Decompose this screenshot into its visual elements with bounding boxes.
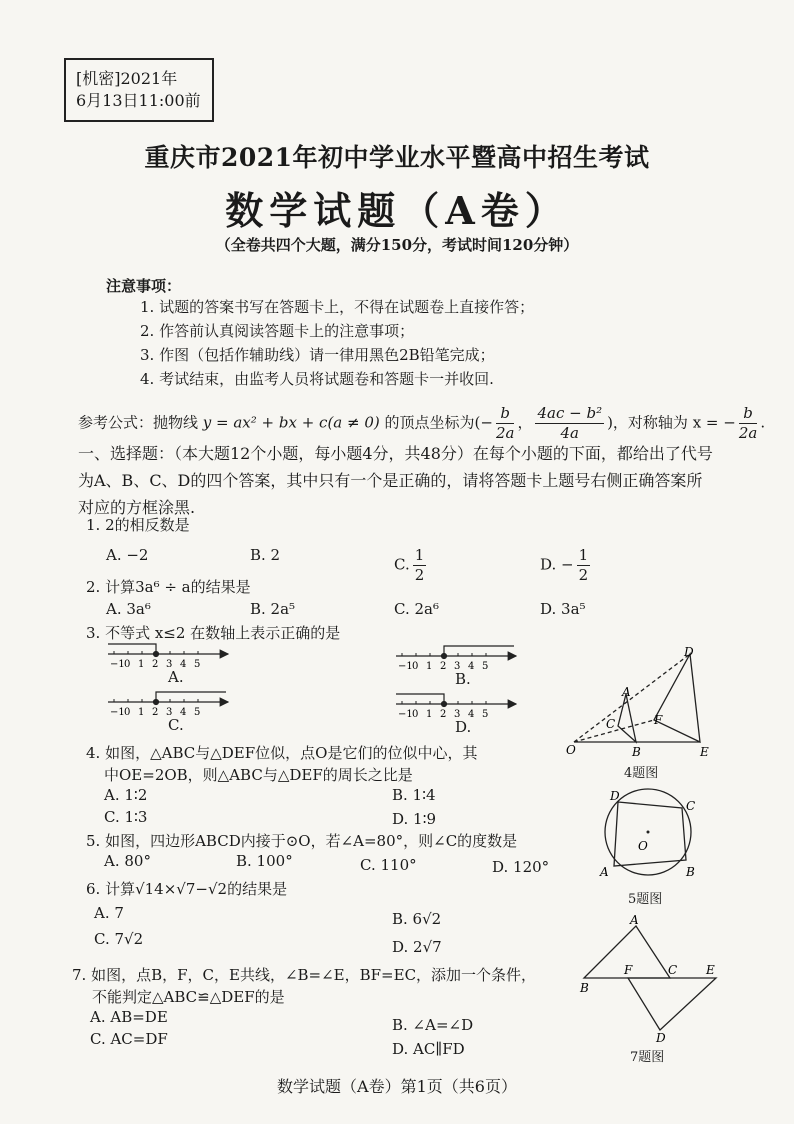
tick-label: −1 xyxy=(110,707,125,718)
tick-label: 0 xyxy=(124,707,131,718)
figure-5-caption: 5题图 xyxy=(628,892,663,907)
note-item: 4. 考试结束，由监考人员将试题卷和答题卡一并收回. xyxy=(140,370,494,388)
option: B. 1∶4 xyxy=(392,786,436,804)
tick-label: 4 xyxy=(468,661,475,672)
number-line-options xyxy=(100,636,540,746)
option: B. 2a⁵ xyxy=(250,600,296,618)
fraction: $\frac{b}{2a}$ xyxy=(495,404,515,442)
option: A. 80° xyxy=(104,852,151,870)
option: A. 3a⁶ xyxy=(106,600,151,618)
confidential-stamp xyxy=(64,58,214,122)
option: C. 2a⁶ xyxy=(394,600,439,618)
option: B. 2 xyxy=(250,546,281,564)
fraction: $\frac{\text{4ac − b²}}{4a}$ xyxy=(537,404,603,442)
exam-title: 重庆市2021年初中学业水平暨高中招生考试 xyxy=(144,143,650,172)
question-stem-cont: 不能判定△ABC≌△DEF的是 xyxy=(92,988,285,1006)
option-label: B. xyxy=(455,670,471,688)
notes-heading: 注意事项： xyxy=(106,277,182,295)
tick-label: 3 xyxy=(166,659,173,670)
tick-label: 5 xyxy=(482,709,489,720)
option: A. 1∶2 xyxy=(104,786,148,804)
point-label: A xyxy=(630,913,639,927)
question-stem: 3. 不等式 x≤2 在数轴上表示正确的是 xyxy=(86,624,341,642)
option: C. 110° xyxy=(360,856,417,874)
section-instructions: 一、选择题：（本大题12个小题，每小题4分，共48分）在每个小题的下面，都给出了代号为A、B、C、D的四个答案，其中只有一个是正确的，请将答题卡上题号右侧正确答案所对应的方框涂黑. xyxy=(78,444,713,517)
option: C. 7√2 xyxy=(94,930,144,948)
point-label: B xyxy=(580,981,589,995)
solution-ray xyxy=(156,692,226,702)
question-stem: 5. 如图，四边形ABCD内接于⊙O，若∠A=80°，则∠C的度数是 xyxy=(86,832,518,850)
question-stem: 6. 计算√14×√7−√2的结果是 xyxy=(86,880,288,898)
tick-label: −1 xyxy=(110,659,125,670)
option-label: C. xyxy=(168,716,184,734)
tick-label: 0 xyxy=(412,709,419,720)
point-label: D xyxy=(610,789,620,803)
point-label: C xyxy=(668,963,678,977)
point-label: E xyxy=(706,963,715,977)
number-line-d xyxy=(396,694,516,720)
point-label: E xyxy=(700,745,709,759)
tick-label: 1 xyxy=(426,709,433,720)
number-line-b xyxy=(396,646,516,672)
formula-prefix: 参考公式：抛物线 xyxy=(78,413,203,432)
point-label: C xyxy=(686,799,696,813)
tick-label: 0 xyxy=(412,661,419,672)
tick-label: 4 xyxy=(180,659,187,670)
tick-label: 2 xyxy=(152,659,159,670)
formula-parabola: y = ax² + bx + c(a ≠ 0) xyxy=(202,413,380,432)
tick-label: 3 xyxy=(166,707,173,718)
option: B. 6√2 xyxy=(392,910,442,928)
option: A. AB=DE xyxy=(90,1008,168,1026)
tick-label: −1 xyxy=(398,709,413,720)
figure-4-similar-triangles xyxy=(562,644,722,762)
fraction: $\frac{1}{2}$ xyxy=(414,546,425,584)
question-stem-cont: 中OE=2OB，则△ABC与△DEF的周长之比是 xyxy=(104,766,413,784)
note-item: 2. 作答前认真阅读答题卡上的注意事项； xyxy=(140,322,415,340)
tick-label: 3 xyxy=(454,661,461,672)
point-label: C xyxy=(606,717,616,731)
tick-label: −1 xyxy=(398,661,413,672)
option: D. 1∶9 xyxy=(392,810,437,828)
tick-label: 2 xyxy=(440,661,447,672)
tick-label: 1 xyxy=(426,661,433,672)
point-label: O xyxy=(638,839,648,853)
option: D. 3a⁵ xyxy=(540,600,586,618)
solution-ray xyxy=(396,694,444,704)
fraction: $\frac{b}{2a}$ xyxy=(738,404,758,442)
number-line-a xyxy=(108,644,228,670)
option: D. − $\frac{1}{2}$ xyxy=(540,546,589,584)
page-footer: 数学试题（A卷）第1页（共6页） xyxy=(277,1077,517,1096)
point-label: D xyxy=(656,1031,666,1044)
option: C. 1∶3 xyxy=(104,808,148,826)
option-label: A. xyxy=(168,668,184,686)
option: D. AC∥FD xyxy=(392,1040,465,1058)
option: C. $\frac{1}{2}$ xyxy=(394,546,425,584)
fraction: $\frac{1}{2}$ xyxy=(578,546,589,584)
tick-label: 4 xyxy=(468,709,475,720)
option: B. ∠A=∠D xyxy=(392,1016,474,1034)
figure-5-inscribed-quadrilateral xyxy=(596,784,706,884)
point-label: B xyxy=(632,745,641,759)
note-item: 3. 作图（包括作辅助线）请一律用黑色2B铅笔完成； xyxy=(140,346,495,364)
solution-ray xyxy=(444,646,514,656)
tick-label: 1 xyxy=(138,707,145,718)
tick-label: 0 xyxy=(124,659,131,670)
question-stem: 2. 计算3a⁶ ÷ a的结果是 xyxy=(86,578,251,596)
solution-ray xyxy=(108,644,156,654)
tick-label: 5 xyxy=(194,707,201,718)
option-label: D. xyxy=(455,718,472,736)
option: C. AC=DF xyxy=(90,1030,168,1048)
option: D. 120° xyxy=(492,858,550,876)
tick-label: 1 xyxy=(138,659,145,670)
formula-mid: 的顶点坐标为(− xyxy=(379,413,493,432)
point-label: O xyxy=(566,743,576,757)
question-stem: 1. 2的相反数是 xyxy=(86,516,190,534)
stamp-line2: 6月13日11:00前 xyxy=(76,91,201,110)
figure-7-congruent-triangles xyxy=(578,912,728,1044)
tick-label: 5 xyxy=(194,659,201,670)
question-stem: 4. 如图，△ABC与△DEF位似，点O是它们的位似中心，其 xyxy=(86,744,478,762)
point-label: F xyxy=(654,713,663,727)
exam-subtitle: （全卷共四个大题，满分150分，考试时间120分钟） xyxy=(215,236,579,254)
tick-label: 3 xyxy=(454,709,461,720)
tick-label: 5 xyxy=(482,661,489,672)
tick-label: 2 xyxy=(440,709,447,720)
formula-axis: )，对称轴为 x = − xyxy=(607,413,736,432)
point-label: F xyxy=(624,963,633,977)
option: D. 2√7 xyxy=(392,938,442,956)
tick-label: 4 xyxy=(180,707,187,718)
point-label: B xyxy=(686,865,695,879)
option: A. −2 xyxy=(106,546,149,564)
option: B. 100° xyxy=(236,852,293,870)
point-label: A xyxy=(622,685,631,699)
note-item: 1. 试题的答案书写在答题卡上，不得在试题卷上直接作答； xyxy=(140,298,535,316)
paper-title: 数学试题（A卷） xyxy=(225,188,569,233)
figure-7-caption: 7题图 xyxy=(630,1050,665,1065)
reference-formula: 参考公式：抛物线 y = ax² + bx + c(a ≠ 0) 的顶点坐标为(− $\frac{b}{2a}$ ， $\frac{\text{4ac − b²}}{4a}$ )，对称轴为 x = − $\frac{b}{2a}$ . xyxy=(78,404,766,442)
number-line-c xyxy=(108,692,228,718)
option: A. 7 xyxy=(94,904,124,922)
question-stem: 7. 如图，点B，F，C，E共线，∠B=∠E，BF=EC，添加一个条件， xyxy=(72,966,537,984)
stamp-line1: [机密]2021年 xyxy=(76,69,178,88)
tick-label: 2 xyxy=(152,707,159,718)
point-label: D xyxy=(684,645,694,659)
point-label: A xyxy=(600,865,609,879)
figure-4-caption: 4题图 xyxy=(624,766,659,781)
